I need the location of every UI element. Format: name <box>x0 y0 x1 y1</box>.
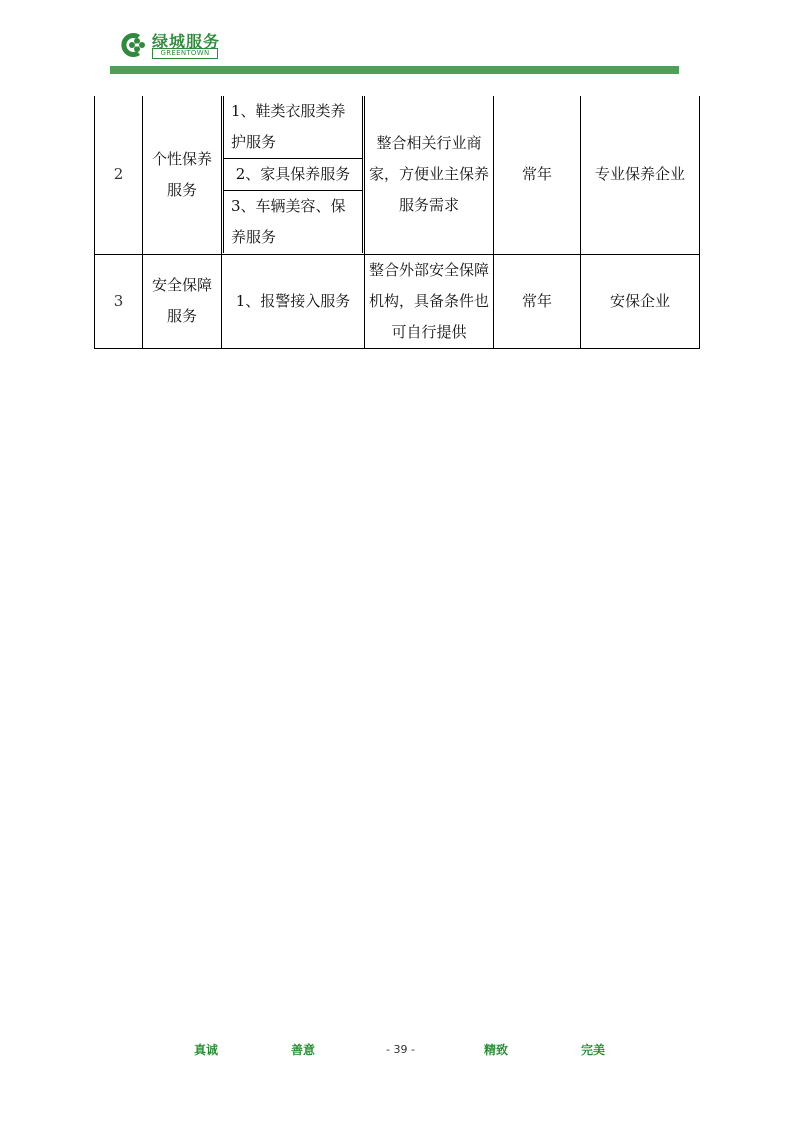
footer-motto-word: 完美 <box>581 1043 606 1057</box>
row-number: 3 <box>95 254 143 348</box>
service-description: 整合外部安全保障机构，具备条件也可自行提供 <box>365 254 494 348</box>
row-number: 2 <box>95 96 143 254</box>
footer-motto-word: 善意 <box>291 1043 316 1057</box>
service-name: 安全保障服务 <box>143 254 222 348</box>
service-item: 2、家具保养服务 <box>223 159 363 191</box>
table-row <box>95 254 700 348</box>
service-period: 常年 <box>494 96 581 254</box>
service-name: 个性保养服务 <box>143 96 222 254</box>
service-item: 1、报警接入服务 <box>222 254 365 348</box>
service-provider: 安保企业 <box>581 254 700 348</box>
footer-motto-word: 精致 <box>484 1043 509 1057</box>
table-row <box>95 96 700 254</box>
service-item: 3、车辆美容、保养服务 <box>223 191 363 253</box>
service-description: 整合相关行业商家，方便业主保养服务需求 <box>365 96 494 254</box>
greentown-logo-icon <box>118 30 148 60</box>
service-items-cell <box>222 96 365 254</box>
logo-english-name: GREENTOWN <box>152 48 218 59</box>
footer-motto-word: 真诚 <box>194 1043 219 1057</box>
header-divider-bar <box>110 66 679 74</box>
service-provider: 专业保养企业 <box>581 96 700 254</box>
service-table <box>94 96 700 349</box>
company-logo <box>118 28 238 64</box>
page-footer <box>0 1041 793 1061</box>
service-period: 常年 <box>494 254 581 348</box>
service-item: 1、鞋类衣服类养护服务 <box>223 96 363 159</box>
page-number: - 39 - <box>386 1043 415 1056</box>
logo-chinese-name: 绿城服务 <box>152 32 221 51</box>
